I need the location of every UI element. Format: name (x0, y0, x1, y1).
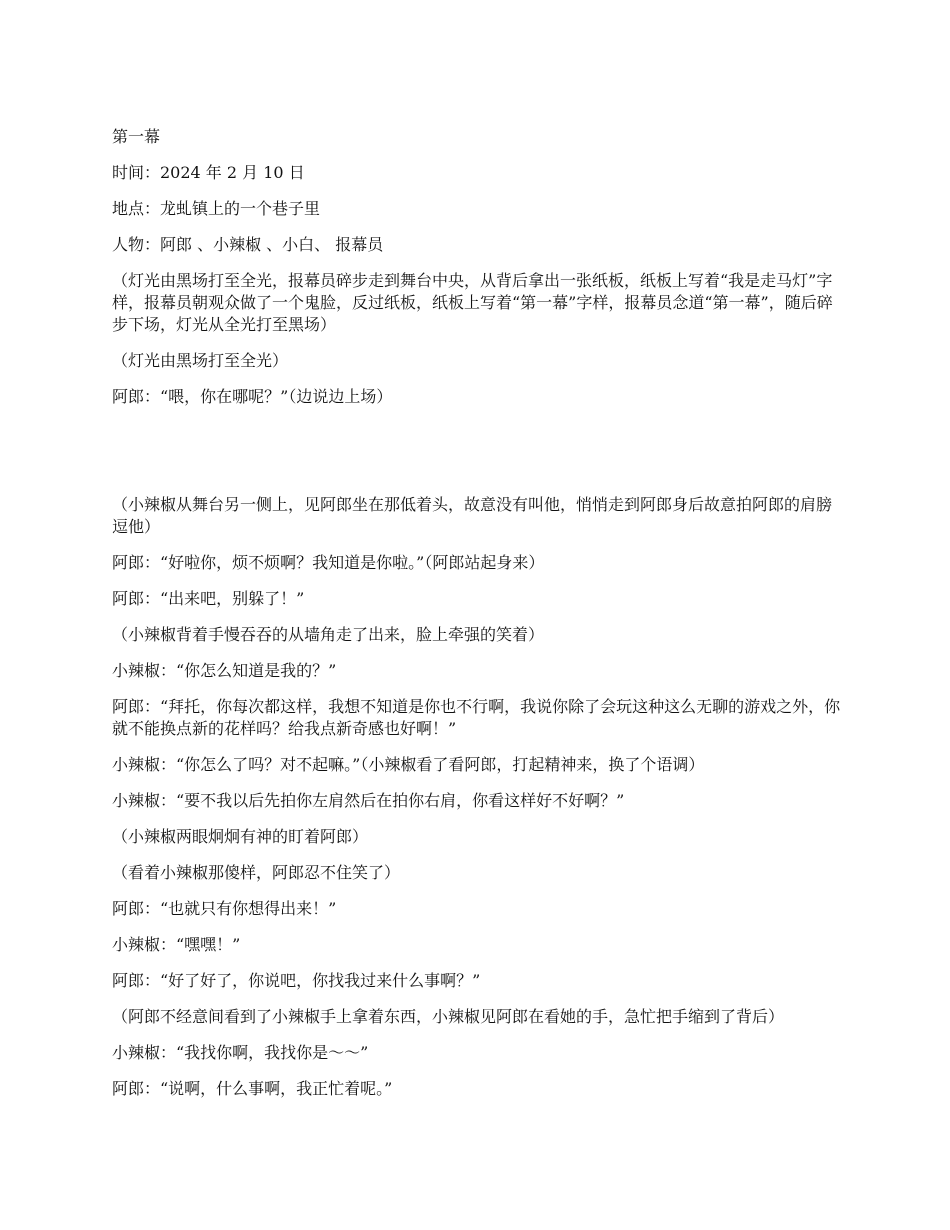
stage-direction: （小辣椒从舞台另一侧上，见阿郎坐在那低着头，故意没有叫他，悄悄走到阿郎身后故意拍阿郎的肩膀逗他） (112, 495, 833, 536)
stage-direction: （小辣椒两眼炯炯有神的盯着阿郎） (112, 827, 369, 846)
dialogue-line: 阿郎：“出来吧，别躲了！” (112, 589, 305, 608)
dialogue-line: 阿郎：“拜托，你每次都这样，我想不知道是你也不行啊，我说你除了会玩这种这么无聊的游戏之外，你就不能换点新的花样吗？给我点新奇感也好啊！” (112, 697, 841, 738)
stage-direction: （看着小辣椒那傻样，阿郎忍不住笑了） (112, 863, 401, 882)
act-title: 第一幕 (112, 127, 161, 146)
dialogue-line: 小辣椒：“嘿嘿！” (112, 935, 241, 954)
stage-direction: （灯光由黑场打至全光，报幕员碎步走到舞台中央，从背后拿出一张纸板，纸板上写着“我是走马灯”字样，报幕员朝观众做了一个鬼脸，反过纸板，纸板上写着“第一幕”字样，报幕员念道“第一幕”，随后碎步下场，灯光从全光打至黑场） (112, 271, 833, 334)
stage-direction: （阿郎不经意间看到了小辣椒手上拿着东西，小辣椒见阿郎在看她的手，急忙把手缩到了背后） (112, 1007, 785, 1026)
dialogue-line: 阿郎：“好啦你，烦不烦啊？我知道是你啦。”（阿郎站起身来） (112, 553, 545, 572)
dialogue-line: 阿郎：“好了好了，你说吧，你找我过来什么事啊？” (112, 971, 481, 990)
script-text (112, 126, 842, 1114)
scene-location: 地点：龙虬镇上的一个巷子里 (112, 199, 321, 218)
stage-direction: （灯光由黑场打至全光） (112, 351, 289, 370)
dialogue-line: 阿郎：“说啊，什么事啊，我正忙着呢。” (112, 1079, 393, 1098)
scene-time: 时间：2024 年 2 月 10 日 (112, 163, 305, 182)
stage-direction: （小辣椒背着手慢吞吞的从墙角走了出来，脸上牵强的笑着） (112, 625, 545, 644)
blank-space (112, 422, 842, 494)
dialogue-line: 小辣椒：“要不我以后先拍你左肩然后在拍你右肩，你看这样好不好啊？” (112, 791, 625, 810)
dialogue-line: 阿郎：“喂，你在哪呢？”（边说边上场） (112, 387, 393, 406)
dialogue-line: 小辣椒：“你怎么了吗？对不起嘛。”（小辣椒看了看阿郎，打起精神来，换了个语调） (112, 755, 705, 774)
dialogue-line: 阿郎：“也就只有你想得出来！” (112, 899, 337, 918)
dialogue-line: 小辣椒：“我找你啊，我找你是～～” (112, 1043, 369, 1062)
scene-characters: 人物：阿郎 、小辣椒 、小白、 报幕员 (112, 235, 384, 254)
dialogue-line: 小辣椒：“你怎么知道是我的？” (112, 661, 337, 680)
